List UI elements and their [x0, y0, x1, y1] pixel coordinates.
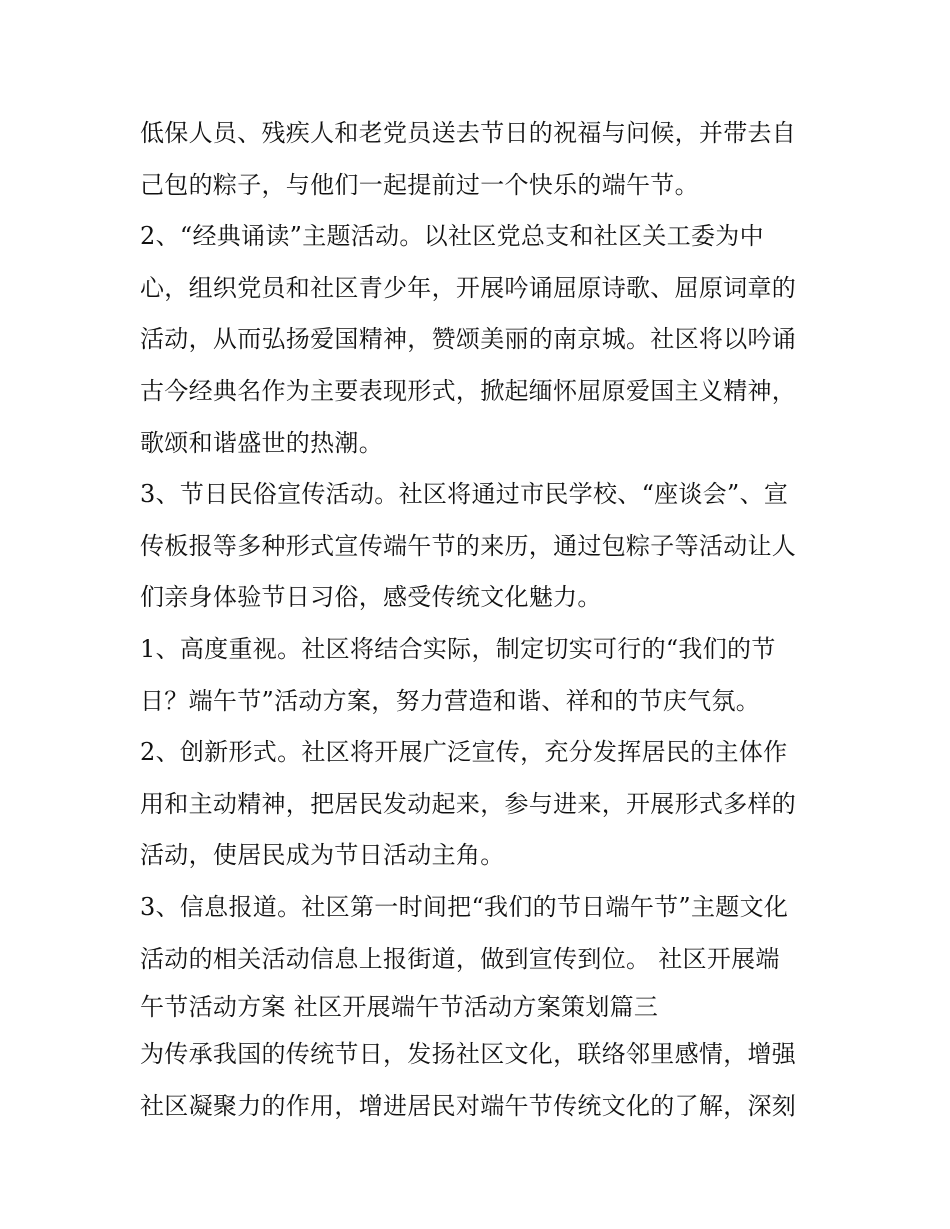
text-line: 低保人员、残疾人和老党员送去节日的祝福与问候，并带去自 [140, 119, 797, 147]
text-line: 社区凝聚力的作用，增进居民对端午节传统文化的了解，深刻 [140, 1091, 797, 1120]
text-line: 歌颂和谐盛世的热潮。 [140, 428, 383, 457]
text-line: 活动的相关活动信息上报街道，做到宣传到位。 社区开展端 [140, 944, 780, 973]
text-line: 2、“经典诵读”主题活动。以社区党总支和社区关工委为中 [140, 222, 764, 251]
text-line: 为传承我国的传统节日，发扬社区文化，联络邻里感情，增强 [140, 1040, 797, 1069]
text-line: 用和主动精神，把居民发动起来，参与进来，开展形式多样的 [140, 789, 797, 818]
text-line: 活动，使居民成为节日活动主角。 [140, 841, 505, 870]
text-line: 2、创新形式。社区将开展广泛宣传，充分发挥居民的主体作 [140, 738, 788, 767]
text-line: 己包的粽子，与他们一起提前过一个快乐的端午节。 [140, 170, 699, 199]
text-line: 们亲身体验节日习俗，感受传统文化魅力。 [140, 583, 602, 612]
text-line: 3、节日民俗宣传活动。社区将通过市民学校、“座谈会”、宣 [140, 480, 789, 509]
text-line: 传板报等多种形式宣传端午节的来历，通过包粽子等活动让人 [140, 531, 797, 560]
text-line: 活动，从而弘扬爱国精神，赞颂美丽的南京城。社区将以吟诵 [140, 325, 797, 354]
document-body [140, 108, 820, 1132]
text-line: 心，组织党员和社区青少年，开展吟诵屈原诗歌、屈原词章的 [140, 273, 797, 302]
text-line: 1、高度重视。社区将结合实际，制定切实可行的“我们的节 [140, 634, 776, 663]
text-line: 日？端午节”活动方案，努力营造和谐、祥和的节庆气氛。 [140, 686, 761, 715]
text-line: 3、信息报道。社区第一时间把“我们的节日端午节”主题文化 [140, 892, 789, 921]
text-line: 午节活动方案 社区开展端午节活动方案策划篇三 [140, 993, 659, 1022]
text-line: 古今经典名作为主要表现形式，掀起缅怀屈原爱国主义精神， [140, 376, 797, 405]
